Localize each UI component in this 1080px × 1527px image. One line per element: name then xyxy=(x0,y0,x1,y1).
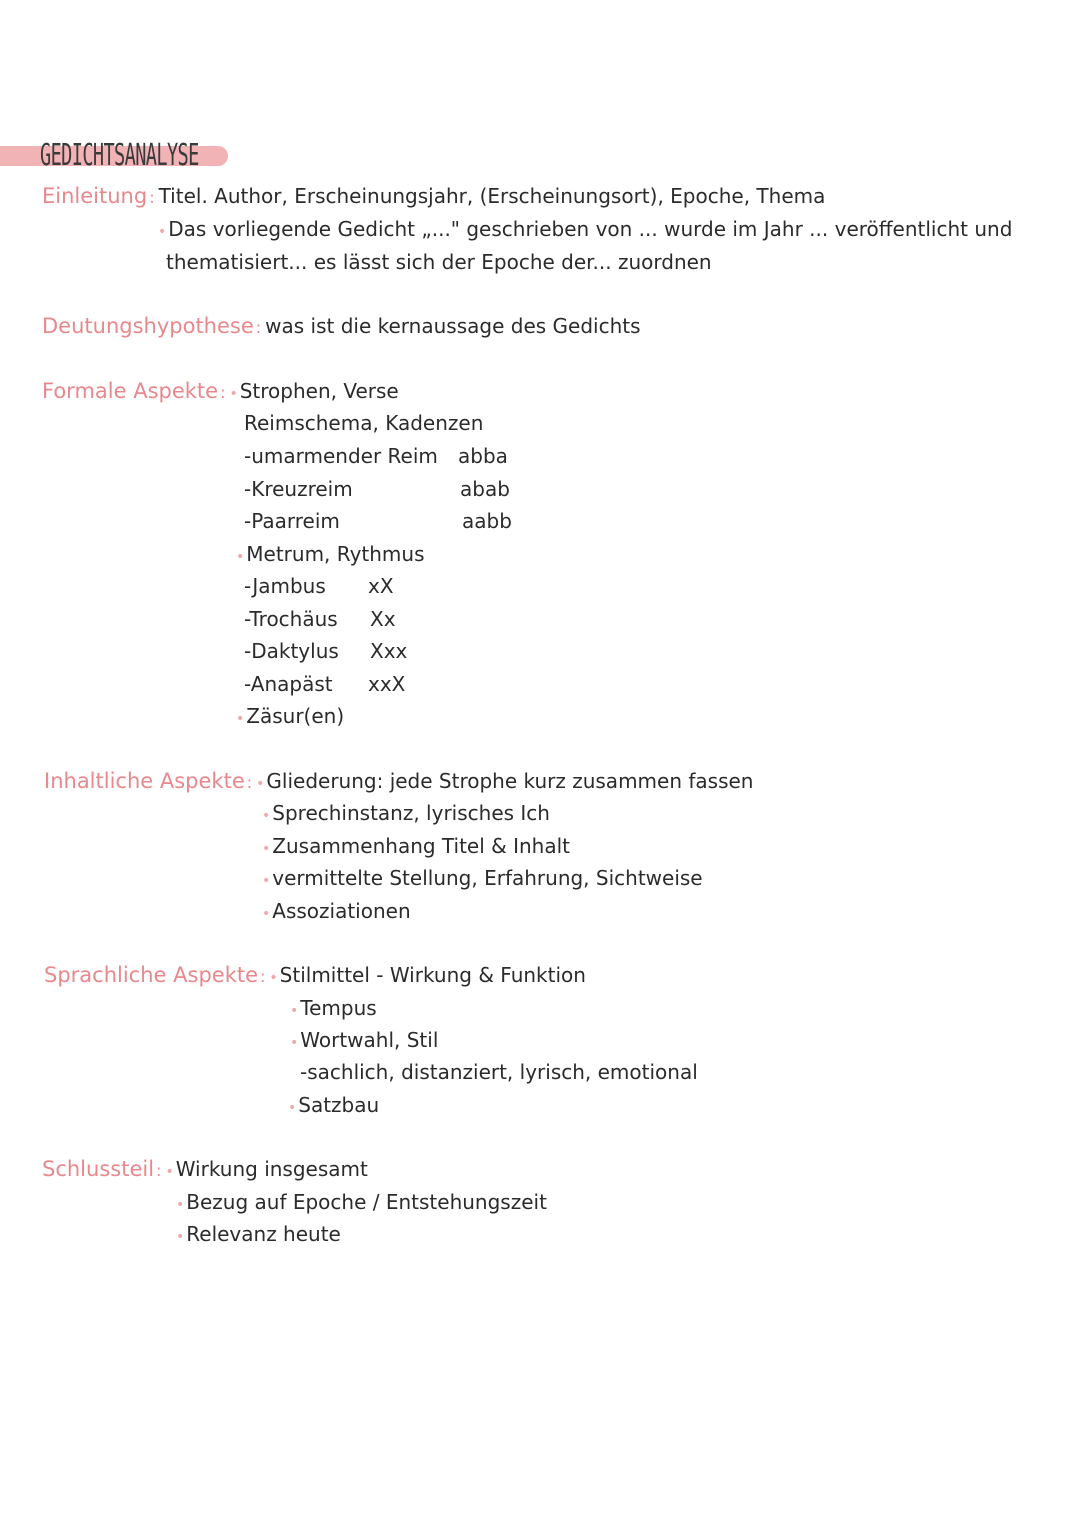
schluss-heading: Schlussteil xyxy=(42,1157,155,1181)
sprache-l1: Stilmittel - Wirkung & Funktion xyxy=(279,963,586,987)
sprache-row5: • Satzbau xyxy=(288,1093,380,1117)
sprache-l3: Wortwahl, Stil xyxy=(300,1028,439,1052)
einleitung-row2: • Das vorliegende Gedicht „..." geschrieben von ... wurde im Jahr ... veröffentlicht und xyxy=(158,217,1013,241)
inhalt-heading: Inhaltliche Aspekte xyxy=(44,769,245,793)
schluss-l3: Relevanz heute xyxy=(186,1222,341,1246)
formal-row: Formale Aspekte : • Strophen, Verse xyxy=(42,379,399,403)
inhalt-l5: Assoziationen xyxy=(272,899,411,923)
formal-m3: -Daktylus xyxy=(244,639,339,663)
formal-m4: -Anapäst xyxy=(244,672,333,696)
formal-heading: Formale Aspekte xyxy=(42,379,219,403)
schluss-row3: • Relevanz heute xyxy=(176,1222,341,1246)
inhalt-l2: Sprechinstanz, lyrisches Ich xyxy=(272,801,550,825)
schluss-l2: Bezug auf Epoche / Entstehungszeit xyxy=(186,1190,547,1214)
formal-m2: -Trochäus xyxy=(244,607,338,631)
inhalt-row: Inhaltliche Aspekte : • Gliederung: jede Strophe kurz zusammen fassen xyxy=(44,769,754,793)
formal-m2-val: Xx xyxy=(370,607,396,631)
formal-l1: Strophen, Verse xyxy=(239,379,399,403)
formal-reim1: -umarmender Reim xyxy=(244,444,438,468)
formal-reim2-val: abab xyxy=(460,477,510,501)
formal-l11: Zäsur(en) xyxy=(246,704,345,728)
sprache-l2: Tempus xyxy=(300,996,377,1020)
inhalt-l1: Gliederung: jede Strophe kurz zusammen fassen xyxy=(266,769,754,793)
formal-m3-val: Xxx xyxy=(370,639,408,663)
formal-m1-val: xX xyxy=(368,574,394,598)
formal-row6: • Metrum, Rythmus xyxy=(236,542,425,566)
formal-l2: Reimschema, Kadenzen xyxy=(244,411,484,435)
formal-row11: • Zäsur(en) xyxy=(236,704,345,728)
formal-m4-val: xxX xyxy=(368,672,406,696)
einleitung-line1: Titel. Author, Erscheinungsjahr, (Erscheinungsort), Epoche, Thema xyxy=(158,184,826,208)
sprache-row: Sprachliche Aspekte : • Stilmittel - Wirkung & Funktion xyxy=(44,963,586,987)
formal-m1: -Jambus xyxy=(244,574,326,598)
formal-reim2: -Kreuzreim xyxy=(244,477,353,501)
schluss-l1: Wirkung insgesamt xyxy=(175,1157,368,1181)
inhalt-l4: vermittelte Stellung, Erfahrung, Sichtweise xyxy=(272,866,703,890)
sprache-heading: Sprachliche Aspekte xyxy=(44,963,259,987)
deutung-text: was ist die kernaussage des Gedichts xyxy=(265,314,641,338)
sprache-l4: -sachlich, distanziert, lyrisch, emotional xyxy=(300,1060,698,1084)
einleitung-row: Einleitung : Titel. Author, Erscheinungsjahr, (Erscheinungsort), Epoche, Thema xyxy=(42,184,826,208)
formal-reim3: -Paarreim xyxy=(244,509,340,533)
formal-reim3-val: aabb xyxy=(462,509,512,533)
einleitung-heading: Einleitung xyxy=(42,184,148,208)
formal-reim1-val: abba xyxy=(458,444,508,468)
deutung-heading: Deutungshypothese xyxy=(42,314,254,338)
sprache-l5: Satzbau xyxy=(298,1093,380,1117)
page-title: GEDICHTSANALYSE xyxy=(40,138,199,173)
sprache-row2: • Tempus xyxy=(290,996,377,1020)
inhalt-row3: • Zusammenhang Titel & Inhalt xyxy=(262,834,570,858)
inhalt-row4: • vermittelte Stellung, Erfahrung, Sichtweise xyxy=(262,866,703,890)
inhalt-row2: • Sprechinstanz, lyrisches Ich xyxy=(262,801,550,825)
formal-l6: Metrum, Rythmus xyxy=(246,542,425,566)
schluss-row2: • Bezug auf Epoche / Entstehungszeit xyxy=(176,1190,547,1214)
einleitung-line3: thematisiert... es lässt sich der Epoche der... zuordnen xyxy=(166,250,712,274)
schluss-row: Schlussteil : • Wirkung insgesamt xyxy=(42,1157,368,1181)
inhalt-l3: Zusammenhang Titel & Inhalt xyxy=(272,834,570,858)
deutung-row: Deutungshypothese : was ist die kernaussage des Gedichts xyxy=(42,314,641,338)
einleitung-line2: Das vorliegende Gedicht „..." geschrieben von ... wurde im Jahr ... veröffentlicht und xyxy=(168,217,1013,241)
inhalt-row5: • Assoziationen xyxy=(262,899,411,923)
sprache-row3: • Wortwahl, Stil xyxy=(290,1028,439,1052)
